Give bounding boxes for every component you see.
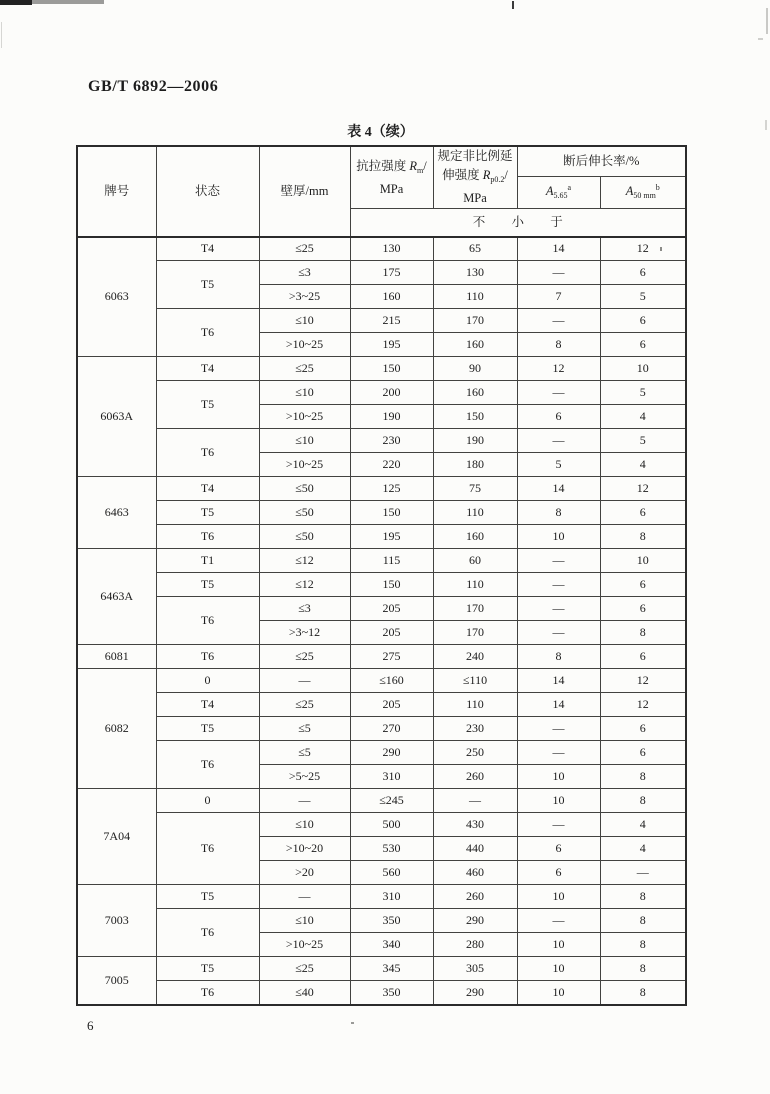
header-grade: 牌号: [77, 146, 156, 237]
thickness-cell: —: [259, 885, 350, 909]
tensile-cell: 150: [350, 573, 433, 597]
a565-cell: 7: [517, 285, 600, 309]
grade-cell: 6081: [77, 645, 156, 669]
proof-cell: 65: [433, 237, 517, 261]
header-temper: 状态: [156, 146, 259, 237]
a50-cell: 8: [600, 789, 686, 813]
thickness-cell: ≤10: [259, 909, 350, 933]
thickness-cell: ≤3: [259, 261, 350, 285]
a50-cell: 6: [600, 741, 686, 765]
temper-cell: T6: [156, 309, 259, 357]
proof-cell: 230: [433, 717, 517, 741]
proof-cell: 430: [433, 813, 517, 837]
thickness-cell: ≤10: [259, 309, 350, 333]
proof-cell: 110: [433, 501, 517, 525]
tensile-cell: ≤245: [350, 789, 433, 813]
grade-cell: 7003: [77, 885, 156, 957]
tensile-cell: 350: [350, 909, 433, 933]
thickness-cell: ≤5: [259, 741, 350, 765]
a565-cell: 10: [517, 981, 600, 1005]
table-row: [77, 237, 686, 261]
table-row: [77, 885, 686, 909]
tensile-cell: 115: [350, 549, 433, 573]
tensile-cell: 125: [350, 477, 433, 501]
header-not-less-than: 不小于: [350, 209, 686, 237]
a50-cell: 6: [600, 573, 686, 597]
table-row: [77, 645, 686, 669]
scan-artifact: [1, 22, 2, 48]
header-row-1: [77, 146, 686, 177]
a565-cell: —: [517, 813, 600, 837]
a565-cell: 8: [517, 501, 600, 525]
proof-cell: 240: [433, 645, 517, 669]
tensile-cell: 500: [350, 813, 433, 837]
a565-cell: 6: [517, 837, 600, 861]
tensile-cell: 310: [350, 885, 433, 909]
scan-artifact: [765, 120, 767, 130]
a565-cell: 10: [517, 525, 600, 549]
tensile-cell: 220: [350, 453, 433, 477]
temper-cell: 0: [156, 789, 259, 813]
proof-cell: —: [433, 789, 517, 813]
table-row: [77, 909, 686, 933]
table-row: [77, 741, 686, 765]
tensile-cell: 560: [350, 861, 433, 885]
tensile-cell: 205: [350, 597, 433, 621]
table-row: [77, 789, 686, 813]
a50-cell: 4: [600, 453, 686, 477]
a50-cell: —: [600, 861, 686, 885]
proof-cell: 130: [433, 261, 517, 285]
proof-cell: 60: [433, 549, 517, 573]
a50-cell: 5: [600, 381, 686, 405]
a565-cell: —: [517, 621, 600, 645]
proof-cell: 170: [433, 621, 517, 645]
proof-cell: ≤110: [433, 669, 517, 693]
grade-cell: 6463: [77, 477, 156, 549]
symbol-Rp02: R: [482, 168, 491, 182]
a50-cell: 12: [600, 669, 686, 693]
table-row: [77, 597, 686, 621]
thickness-cell: ≤10: [259, 381, 350, 405]
temper-cell: T4: [156, 237, 259, 261]
a565-cell: 8: [517, 333, 600, 357]
a565-cell: —: [517, 573, 600, 597]
thickness-cell: —: [259, 789, 350, 813]
a565-cell: —: [517, 549, 600, 573]
a50-cell: 12: [600, 237, 686, 261]
thickness-cell: ≤12: [259, 573, 350, 597]
header-proof-strength: 规定非比例延 伸强度 $R_{p0.2}/$ MPa: [433, 146, 517, 209]
table-caption: 表 4（续）: [347, 125, 414, 140]
thickness-cell: —: [259, 669, 350, 693]
a50-cell: 10: [600, 549, 686, 573]
tensile-cell: 530: [350, 837, 433, 861]
a50-cell: 6: [600, 501, 686, 525]
table-row: [77, 357, 686, 381]
proof-cell: 90: [433, 357, 517, 381]
tensile-cell: 150: [350, 357, 433, 381]
a50-cell: 8: [600, 909, 686, 933]
temper-cell: 0: [156, 669, 259, 693]
header-a565: $A_{5.65}^a$: [517, 177, 600, 209]
proof-cell: 110: [433, 285, 517, 309]
proof-cell: 160: [433, 333, 517, 357]
a50-cell: 5: [600, 285, 686, 309]
tensile-cell: 275: [350, 645, 433, 669]
a50-cell: 8: [600, 885, 686, 909]
proof-cell: 440: [433, 837, 517, 861]
thickness-cell: ≤40: [259, 981, 350, 1005]
scan-artifact: [758, 38, 763, 40]
a50-cell: 12: [600, 477, 686, 501]
thickness-cell: >3~25: [259, 285, 350, 309]
thickness-cell: ≤3: [259, 597, 350, 621]
a565-cell: 10: [517, 765, 600, 789]
thickness-cell: ≤25: [259, 237, 350, 261]
table-row: [77, 693, 686, 717]
table-row: [77, 957, 686, 981]
symbol-A565: A: [545, 184, 554, 199]
tensile-cell: 310: [350, 765, 433, 789]
tensile-cell: 230: [350, 429, 433, 453]
grade-cell: 7005: [77, 957, 156, 1005]
proof-cell: 170: [433, 597, 517, 621]
thickness-cell: ≤50: [259, 525, 350, 549]
a565-cell: 14: [517, 693, 600, 717]
table-row: [77, 525, 686, 549]
proof-cell: 75: [433, 477, 517, 501]
tensile-cell: 290: [350, 741, 433, 765]
scan-artifact: [512, 1, 514, 9]
thickness-cell: >20: [259, 861, 350, 885]
temper-cell: T6: [156, 645, 259, 669]
temper-cell: T6: [156, 981, 259, 1005]
thickness-cell: ≤12: [259, 549, 350, 573]
scan-artifact: [766, 8, 768, 34]
symbol-Rm: R: [409, 158, 418, 173]
temper-cell: T6: [156, 741, 259, 789]
grade-cell: 6463A: [77, 549, 156, 645]
temper-cell: T4: [156, 477, 259, 501]
a50-cell: 4: [600, 813, 686, 837]
scan-artifact: [351, 1022, 354, 1024]
a50-cell: 6: [600, 261, 686, 285]
table-row: [77, 261, 686, 285]
a565-cell: 14: [517, 477, 600, 501]
temper-cell: T5: [156, 573, 259, 597]
table-row: [77, 813, 686, 837]
proof-cell: 260: [433, 885, 517, 909]
proof-cell: 260: [433, 765, 517, 789]
proof-cell: 460: [433, 861, 517, 885]
a565-cell: 6: [517, 405, 600, 429]
proof-cell: 110: [433, 573, 517, 597]
a565-cell: 14: [517, 237, 600, 261]
table-row: [77, 981, 686, 1005]
proof-cell: 170: [433, 309, 517, 333]
temper-cell: T6: [156, 525, 259, 549]
tensile-cell: 350: [350, 981, 433, 1005]
temper-cell: T5: [156, 717, 259, 741]
thickness-cell: >10~25: [259, 405, 350, 429]
thickness-cell: ≤50: [259, 477, 350, 501]
a50-cell: 8: [600, 765, 686, 789]
header-a50: $A_{50 mm}^b$: [600, 177, 686, 209]
proof-cell: 290: [433, 909, 517, 933]
a565-cell: 10: [517, 789, 600, 813]
a565-cell: —: [517, 717, 600, 741]
table-row: [77, 429, 686, 453]
a50-cell: 8: [600, 525, 686, 549]
table-row: [77, 573, 686, 597]
tensile-cell: 215: [350, 309, 433, 333]
proof-cell: 250: [433, 741, 517, 765]
header-thickness: 壁厚/mm: [259, 146, 350, 237]
a565-cell: 10: [517, 885, 600, 909]
header-tensile-strength: 抗拉强度 $R_m/$ MPa: [350, 146, 433, 209]
thickness-cell: >3~12: [259, 621, 350, 645]
grade-cell: 7A04: [77, 789, 156, 885]
temper-cell: T1: [156, 549, 259, 573]
spec-table: [76, 145, 687, 1006]
tensile-cell: 205: [350, 621, 433, 645]
proof-cell: 290: [433, 981, 517, 1005]
grade-cell: 6063: [77, 237, 156, 357]
table-header: [77, 146, 686, 237]
proof-cell: 150: [433, 405, 517, 429]
tensile-cell: 205: [350, 693, 433, 717]
proof-cell: 190: [433, 429, 517, 453]
tensile-cell: 345: [350, 957, 433, 981]
a50-cell: 6: [600, 645, 686, 669]
document-number: GB/T 6892—2006: [88, 78, 219, 95]
a50-cell: 6: [600, 309, 686, 333]
tensile-cell: 270: [350, 717, 433, 741]
proof-cell: 280: [433, 933, 517, 957]
page-number: 6: [87, 1018, 94, 1033]
tensile-cell: 195: [350, 525, 433, 549]
temper-cell: T6: [156, 909, 259, 957]
a50-cell: 8: [600, 621, 686, 645]
tensile-cell: ≤160: [350, 669, 433, 693]
a565-cell: 12: [517, 357, 600, 381]
thickness-cell: ≤25: [259, 645, 350, 669]
thickness-cell: >10~25: [259, 453, 350, 477]
proof-cell: 160: [433, 525, 517, 549]
a565-cell: —: [517, 429, 600, 453]
a565-cell: 14: [517, 669, 600, 693]
thickness-cell: ≤10: [259, 429, 350, 453]
a50-cell: 8: [600, 933, 686, 957]
table-row: [77, 309, 686, 333]
proof-cell: 305: [433, 957, 517, 981]
a565-cell: 10: [517, 957, 600, 981]
thickness-cell: >10~20: [259, 837, 350, 861]
a50-cell: 5: [600, 429, 686, 453]
thickness-cell: >10~25: [259, 933, 350, 957]
table-row: [77, 717, 686, 741]
tensile-cell: 160: [350, 285, 433, 309]
a565-cell: 8: [517, 645, 600, 669]
temper-cell: T6: [156, 597, 259, 645]
proof-cell: 110: [433, 693, 517, 717]
scan-artifact: [32, 0, 104, 4]
temper-cell: T5: [156, 501, 259, 525]
thickness-cell: ≤50: [259, 501, 350, 525]
tensile-cell: 195: [350, 333, 433, 357]
scan-artifact: [0, 0, 32, 5]
thickness-cell: ≤25: [259, 693, 350, 717]
temper-cell: T6: [156, 813, 259, 885]
table-row: [77, 477, 686, 501]
a565-cell: —: [517, 261, 600, 285]
tensile-cell: 200: [350, 381, 433, 405]
a50-cell: 4: [600, 405, 686, 429]
proof-cell: 160: [433, 381, 517, 405]
symbol-A50: A: [625, 184, 634, 199]
thickness-cell: ≤5: [259, 717, 350, 741]
a50-cell: 12: [600, 693, 686, 717]
a565-cell: —: [517, 381, 600, 405]
tensile-cell: 175: [350, 261, 433, 285]
a565-cell: 10: [517, 933, 600, 957]
a565-cell: 5: [517, 453, 600, 477]
grade-cell: 6063A: [77, 357, 156, 477]
a50-cell: 8: [600, 957, 686, 981]
temper-cell: T4: [156, 693, 259, 717]
temper-cell: T4: [156, 357, 259, 381]
table-row: [77, 549, 686, 573]
a50-cell: 4: [600, 837, 686, 861]
thickness-cell: >10~25: [259, 333, 350, 357]
proof-cell: 180: [433, 453, 517, 477]
header-elongation: 断后伸长率/%: [517, 146, 686, 177]
grade-cell: 6082: [77, 669, 156, 789]
temper-cell: T5: [156, 885, 259, 909]
tensile-cell: 150: [350, 501, 433, 525]
a50-cell: 10: [600, 357, 686, 381]
temper-cell: T5: [156, 261, 259, 309]
a565-cell: —: [517, 309, 600, 333]
a50-cell: 8: [600, 981, 686, 1005]
temper-cell: T6: [156, 429, 259, 477]
tensile-cell: 130: [350, 237, 433, 261]
a50-cell: 6: [600, 717, 686, 741]
thickness-cell: ≤25: [259, 957, 350, 981]
thickness-cell: >5~25: [259, 765, 350, 789]
a565-cell: —: [517, 909, 600, 933]
a50-cell: 6: [600, 333, 686, 357]
a565-cell: 6: [517, 861, 600, 885]
a565-cell: —: [517, 597, 600, 621]
table-body: [77, 237, 686, 1005]
table-row: [77, 381, 686, 405]
temper-cell: T5: [156, 957, 259, 981]
temper-cell: T5: [156, 381, 259, 429]
table-row: [77, 669, 686, 693]
thickness-cell: ≤25: [259, 357, 350, 381]
a565-cell: —: [517, 741, 600, 765]
thickness-cell: ≤10: [259, 813, 350, 837]
a50-cell: 6: [600, 597, 686, 621]
table-row: [77, 501, 686, 525]
tensile-cell: 340: [350, 933, 433, 957]
tensile-cell: 190: [350, 405, 433, 429]
